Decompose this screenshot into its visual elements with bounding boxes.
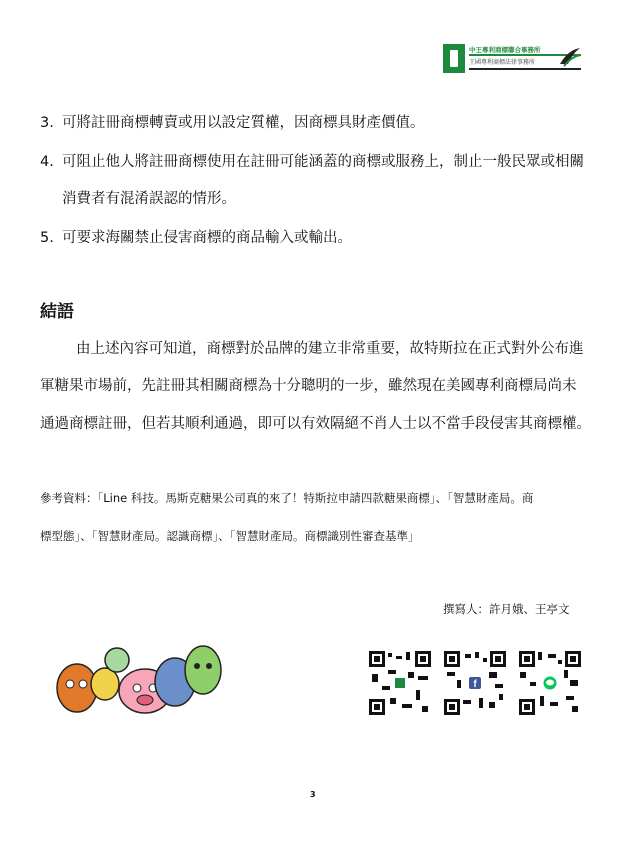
paragraph-line: 通過商標註冊，但若其順利通過，即可以有效隔絕不肖人士以不當手段侵害其商標權。 <box>40 416 591 432</box>
list-number: 4. <box>40 154 54 170</box>
firm-name-secondary: 王國專利商標法律事務所 <box>469 59 536 66</box>
reference-line: 標型態」、「智慧財產局。認識商標」、「智慧財產局。商標識別性審查基準」 <box>40 529 420 543</box>
qr-code-line[interactable] <box>518 650 582 716</box>
firm-logo-mark <box>443 44 465 73</box>
paragraph-line: 軍糖果市場前，先註冊其相關商標為十分聰明的一步，雖然現在美國專利商標局尚未 <box>40 378 577 394</box>
page-number: 3 <box>310 790 316 799</box>
reference-line: 參考資料：「Line 科技。馬斯克糖果公司真的來了！特斯拉申請四款糖果商標」、「智慧財產局。商 <box>40 491 534 505</box>
section-heading: 結語 <box>40 302 74 322</box>
svg-text:f: f <box>473 679 477 690</box>
mascot-illustration <box>55 636 225 718</box>
list-text: 可將註冊商標轉賣或用以設定質權，因商標具財產價值。 <box>62 115 425 131</box>
qr-code-facebook[interactable] <box>443 650 507 716</box>
paragraph-line: 由上述內容可知道，商標對於品牌的建立非常重要，故特斯拉在正式對外公布進 <box>76 341 584 357</box>
list-item-5 <box>40 226 352 247</box>
qr-pattern <box>443 650 507 716</box>
list-item-4-continued: 消費者有混淆誤認的情形。 <box>62 191 236 207</box>
logo-swoosh-icon <box>558 46 582 68</box>
list-number: 3. <box>40 115 54 131</box>
list-item-3 <box>40 111 425 132</box>
list-item-4 <box>40 150 584 171</box>
list-text: 可要求海關禁止侵害商標的商品輸入或輸出。 <box>62 230 352 246</box>
list-text: 可阻止他人將註冊商標使用在註冊可能涵蓋的商標或服務上，制止一般民眾或相關 <box>62 154 584 170</box>
qr-pattern <box>518 650 582 716</box>
author-credit: 撰寫人：許月娥、王亭文 <box>443 602 570 616</box>
website-icon <box>395 678 405 688</box>
qr-code-website[interactable] <box>368 650 432 716</box>
list-number: 5. <box>40 230 54 246</box>
firm-logo <box>443 44 583 73</box>
qr-pattern <box>368 650 432 716</box>
firm-name-primary: 中王專利商標聯合事務所 <box>469 46 541 54</box>
logo-divider-bottom <box>469 68 581 70</box>
